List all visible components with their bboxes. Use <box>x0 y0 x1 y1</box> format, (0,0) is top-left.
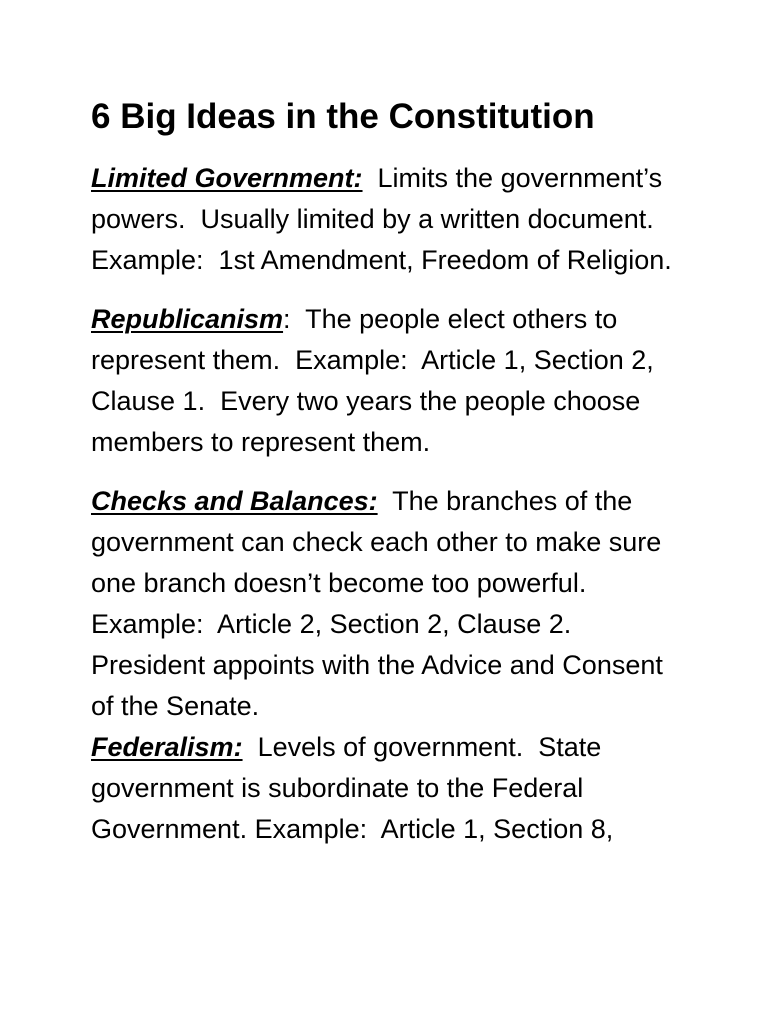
section-federalism <box>91 727 691 850</box>
section-text: The branches of the government can check each other to make sure one branch doesn’t become too powerful. Example: Article 2, Section 2, Clause 2. President appoints with the Advice and Consent of the Senate. <box>91 486 671 721</box>
section-term: Federalism: <box>91 732 243 762</box>
section-checks-and-balances <box>91 481 691 727</box>
section-text: Levels of government. State government is subordinate to the Federal Government. Example: Article 1, Section 8, <box>91 732 614 844</box>
section-limited-government <box>91 158 691 281</box>
document-title: 6 Big Ideas in the Constitution <box>91 97 595 136</box>
section-republicanism <box>91 299 691 463</box>
section-term: Limited Government: <box>91 163 363 193</box>
document-page <box>91 96 691 850</box>
section-term: Checks and Balances: <box>91 486 378 516</box>
section-term: Republicanism <box>91 304 284 334</box>
section-text: Limits the government’s powers. Usually limited by a written document. Example: 1st Amendment, Freedom of Religion. <box>91 163 672 275</box>
section-text: The people elect others to represent them. Example: Article 1, Section 2, Clause 1. Every two years the people choose members to represent them. <box>91 304 662 457</box>
section-separator: : <box>283 304 291 334</box>
